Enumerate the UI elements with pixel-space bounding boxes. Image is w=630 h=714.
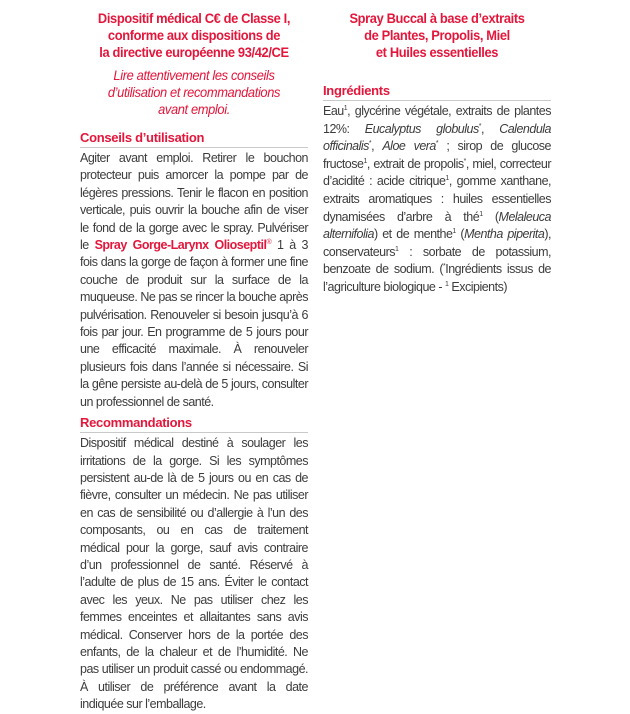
recommendations-heading: Recommandations — [80, 415, 308, 433]
ingredient-text: Ingrédients issus de l’agriculture biologique - — [323, 262, 551, 294]
ingredient-footnote-mark: * — [463, 157, 466, 165]
ingredient-latin-name: Melaleuca alternifolia — [323, 209, 552, 242]
ingredient-footnote-mark: * — [478, 122, 481, 130]
ingredient-text: , glycérine végétale, extraits de plantes 12%: — [323, 104, 551, 136]
ingredient-footnote-mark: * — [443, 263, 446, 271]
ingredient-text: ( — [455, 227, 465, 242]
ingredient-footnote-mark: 1 — [445, 175, 449, 183]
ingredient-text: : sorbate de potassium, benzoate de sodium. ( — [323, 244, 551, 277]
intro-line: d’utilisation et recommandations — [107, 84, 281, 100]
ingredient-text: , — [480, 121, 500, 136]
ingredient-text: , miel, correcteur d’acidité : acide citrique — [323, 156, 551, 189]
ingredient-footnote-mark: 1 — [445, 280, 449, 288]
ingredient-text: Eau — [323, 104, 344, 118]
ingredients-heading: Ingrédients — [323, 83, 551, 101]
ingredient-text: ; sirop de glucose fructose — [323, 139, 551, 171]
right-column — [323, 0, 551, 297]
ingredient-footnote-mark: 1 — [343, 104, 348, 112]
ingredient-footnote-mark: 1 — [479, 210, 483, 218]
ingredient-footnote-mark: 1 — [452, 228, 456, 235]
ingredient-text: Excipients) — [448, 279, 508, 294]
device-classification-title — [89, 10, 299, 61]
ingredient-text: , gomme xanthane, extraits aromatiques : huiles essentielles dynamisées d’arbre à thé — [323, 174, 551, 224]
title-line: la directive européenne 93/42/CE — [99, 44, 289, 60]
usage-heading: Conseils d’utilisation — [80, 130, 308, 148]
ingredient-footnote-mark: 1 — [395, 245, 399, 253]
usage-text-part: 1 à 3 fois dans la gorge de façon à former une fine couche de produit sur la surface de la muqueuse. Ne pas se rincer la bouche après pulvérisation. Renouveler si besoin jusqu’à 6 fois par jour. En programme de 5 jours pour une efficacité maximale. À renouveler plusieurs fois dans l’année si nécessaire. Si la gêne persiste au-delà de 5 jours, consulter un professionnel de santé. — [80, 238, 309, 409]
title-line: Dispositif médical C€ de Classe I, — [97, 10, 291, 26]
ingredient-latin-name: Eucalyptus globulus — [364, 121, 479, 136]
ingredient-text: , extrait de propolis — [366, 156, 464, 171]
ingredient-latin-name: Aloe vera — [382, 139, 436, 154]
intro-notice — [89, 67, 299, 118]
ingredient-footnote-mark: 1 — [363, 157, 367, 165]
recommendations-text: Dispositif médical destiné à soulager les irritations de la gorge. Si les symptômes persistent au-de là de 5 jours ou en cas de fièvre, consulter un médecin. Ne pas utiliser en cas de sensibilité ou d’allergie à l’un des composants, ou en cas de traitement médical pour la gorge, sauf avis contraire d’un professionnel de santé. Réservé à l’adulte de plus de 15 ans. Éviter le contact avec les yeux. Ne pas utiliser chez les femmes enceintes et allaitantes sans avis médical. Conserver hors de la portée des enfants, de la chaleur et de l’humidité. Ne pas utiliser un produit cassé ou endommagé. À utiliser de préférence avant la date indiquée sur l’emballage. — [80, 436, 308, 712]
title-line: et Huiles essentielles — [375, 44, 499, 60]
title-line: conforme aux dispositions de — [107, 27, 281, 43]
title-line: de Plantes, Propolis, Miel — [364, 27, 510, 43]
intro-line: avant emploi. — [158, 101, 230, 117]
ingredient-text: ( — [482, 209, 499, 224]
ingredient-text: ), conservateurs — [323, 227, 551, 259]
ingredient-latin-name: Calendula officinalis — [323, 121, 551, 154]
ingredient-footnote-mark: * — [368, 140, 372, 148]
usage-text — [80, 150, 308, 411]
ingredient-latin-name: Mentha piperita — [464, 227, 545, 242]
ingredient-footnote-mark: * — [435, 140, 439, 148]
left-column — [80, 0, 308, 714]
intro-line: Lire attentivement les conseils — [113, 67, 275, 83]
ingredients-text — [323, 103, 551, 297]
usage-text-part: Agiter avant emploi. Retirer le bouchon protecteur puis amorcer la pompe par de légères pressions. Tenir le flacon en position verticale, puis ouvrir la bouche afin de viser le fond de la gorge avec le spray. Pulvériser le — [80, 151, 308, 253]
product-name: Spray Gorge-Larynx Olioseptil — [94, 238, 267, 253]
ingredient-text: ) et de menthe — [373, 227, 453, 242]
registered-mark: ® — [266, 238, 272, 246]
product-title — [332, 10, 542, 61]
title-line: Spray Buccal à base d’extraits — [349, 10, 525, 26]
ingredient-text: , — [371, 139, 383, 154]
